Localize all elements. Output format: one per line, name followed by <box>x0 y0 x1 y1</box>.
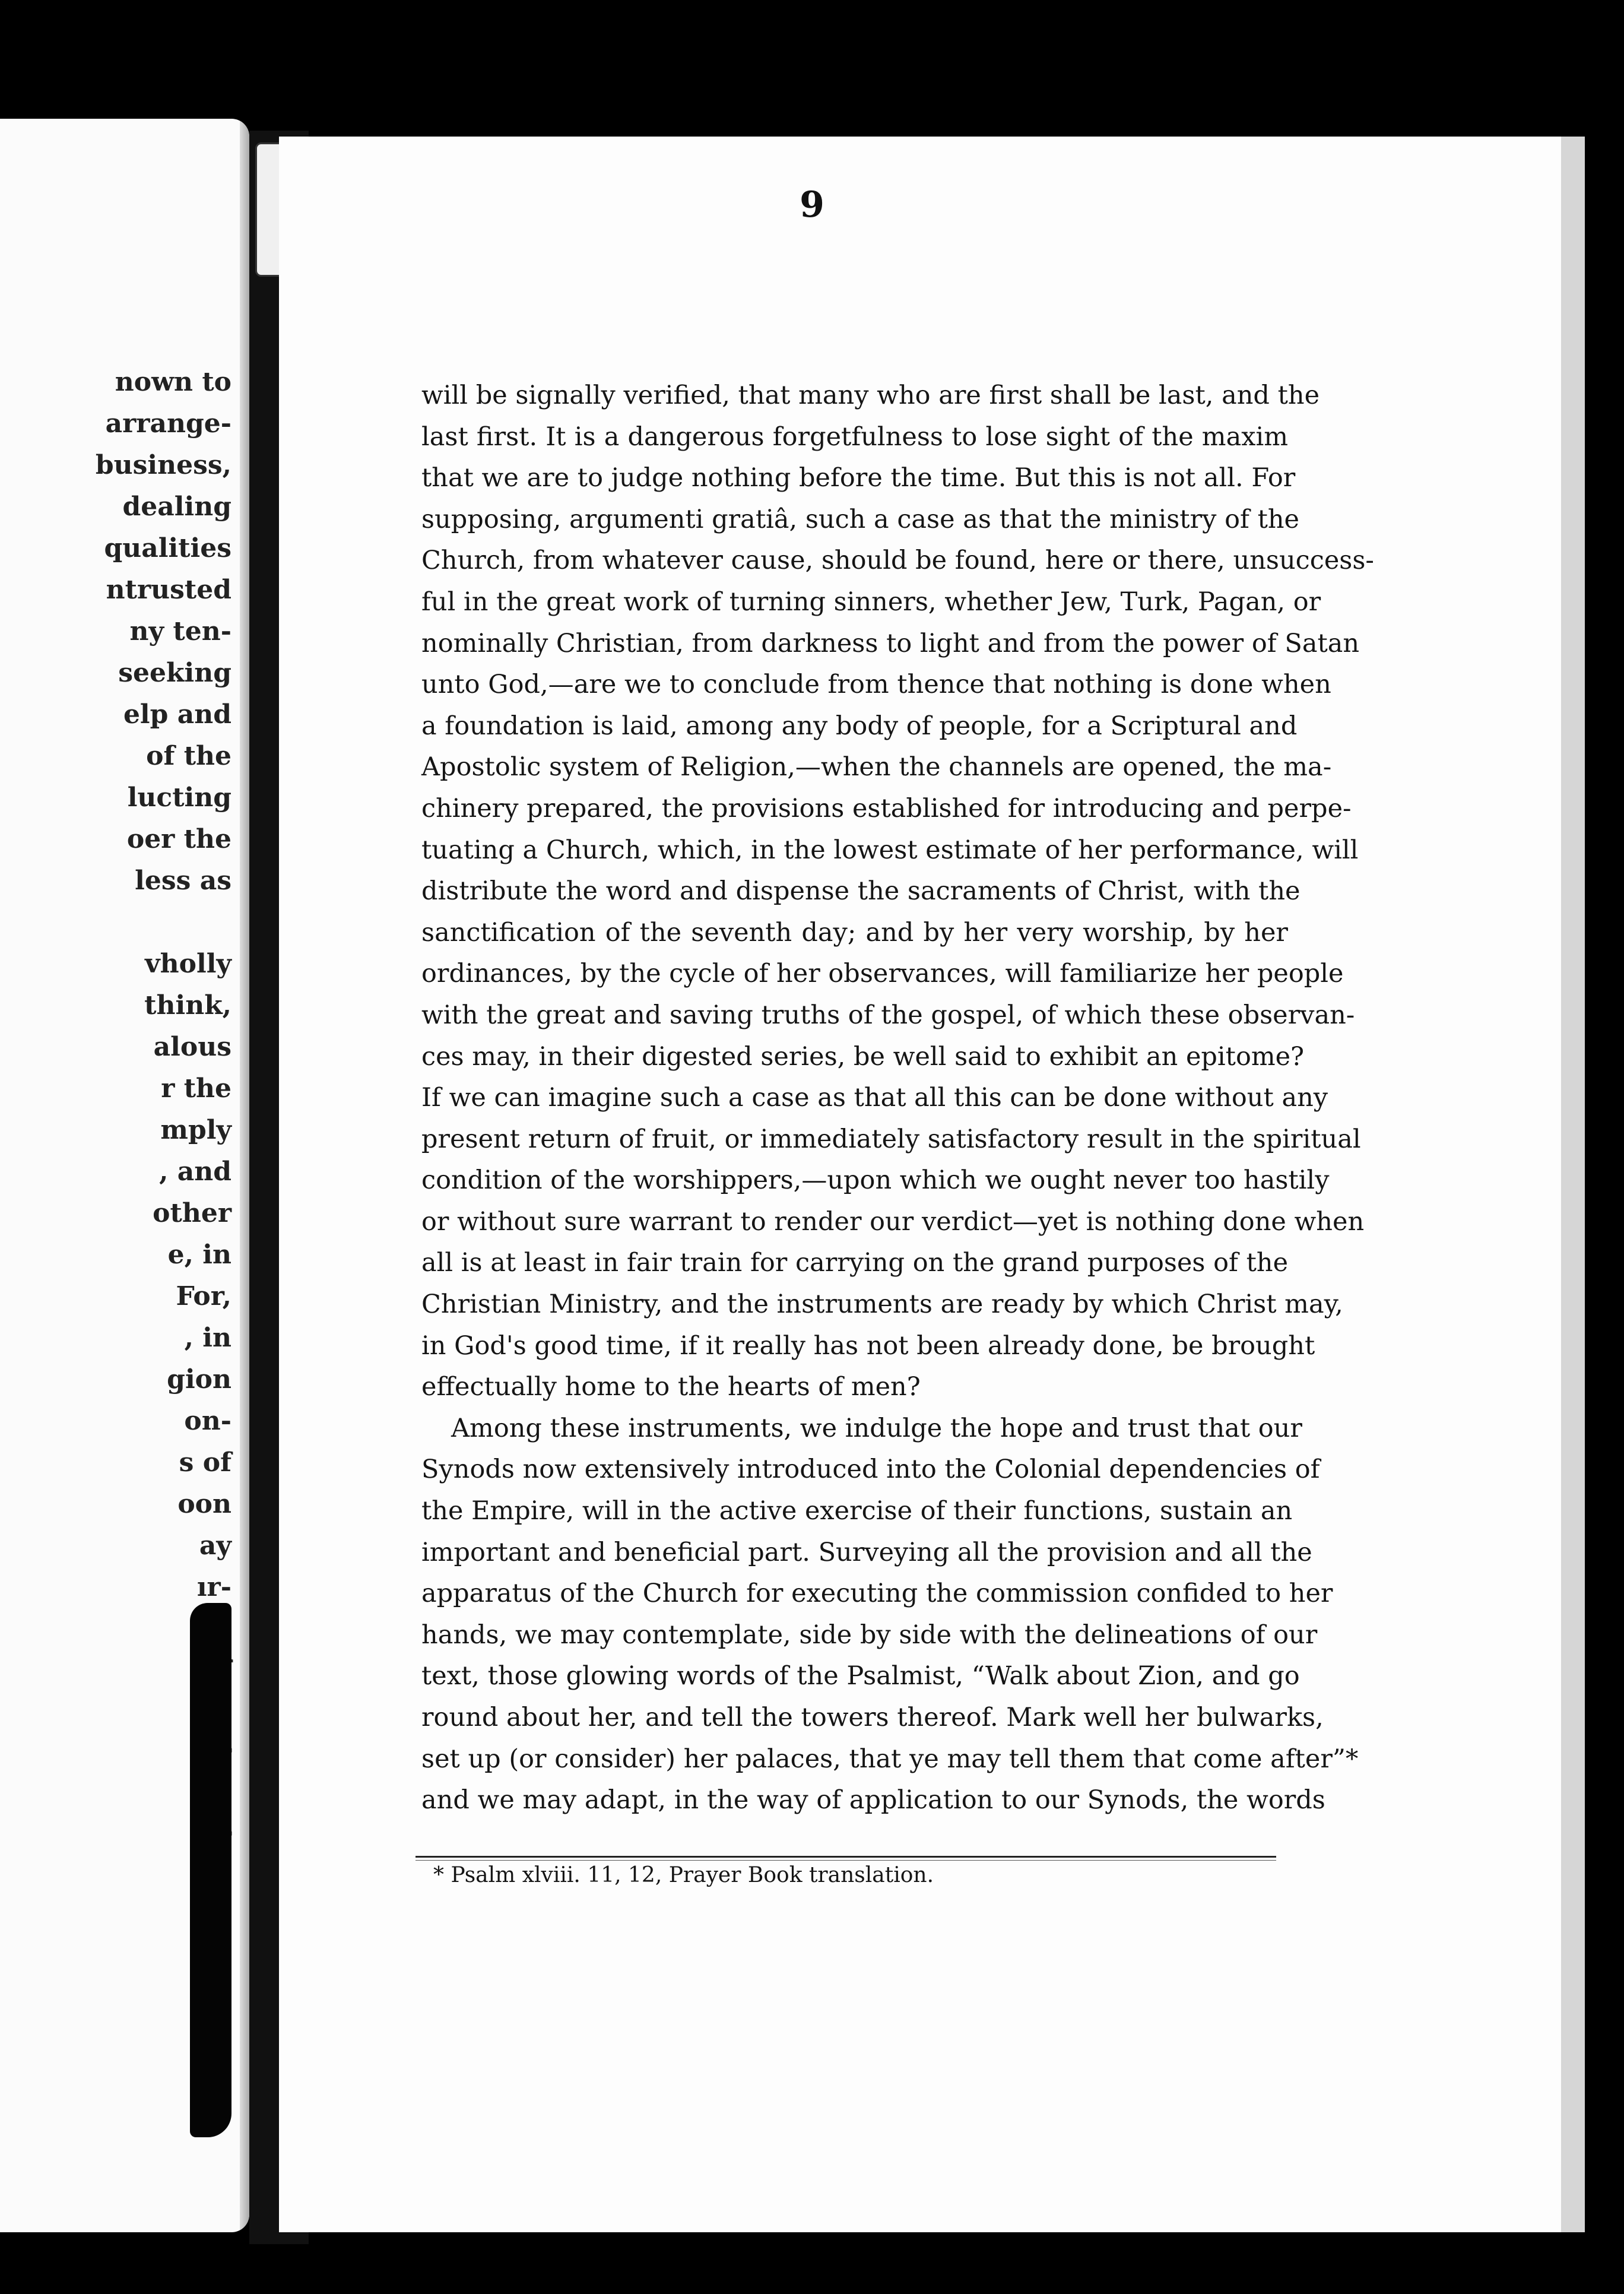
margin-fragment: think, <box>144 990 231 1021</box>
text-line: that we are to judge nothing before the time. But this is not all. For <box>421 463 1296 493</box>
margin-fragment: business, <box>95 450 231 480</box>
text-line: ful in the great work of turning sinners, whether Jew, Turk, Pagan, or <box>421 587 1321 617</box>
text-line: present return of fruit, or immediately satisfactory result in the spiritual <box>421 1124 1361 1154</box>
text-line: the Empire, will in the active exercise of their functions, sustain an <box>421 1496 1293 1526</box>
text-line: nominally Christian, from darkness to light and from the power of Satan <box>421 628 1360 658</box>
text-line: ces may, in their digested series, be well said to exhibit an epitome? <box>421 1041 1305 1072</box>
text-line: round about her, and tell the towers thereof. Mark well her bulwarks, <box>421 1703 1324 1732</box>
margin-fragment: arrange- <box>105 408 231 439</box>
margin-fragment: other <box>153 1198 231 1228</box>
text-line: sanctification of the seventh day; and by her very worship, by her <box>421 917 1288 948</box>
binding-stain <box>190 1603 231 2137</box>
text-line: and we may adapt, in the way of application to our Synods, the words <box>421 1785 1325 1815</box>
margin-fragment: r the <box>161 1073 231 1104</box>
text-line: Christian Ministry, and the instruments are ready by which Christ may, <box>421 1289 1343 1320</box>
text-line: with the great and saving truths of the gospel, of which these observan- <box>421 1000 1355 1030</box>
text-line: text, those glowing words of the Psalmist, “Walk about Zion, and go <box>421 1661 1300 1691</box>
text-line: unto God,—are we to conclude from thence that nothing is done when <box>421 670 1331 700</box>
text-line: last first. It is a dangerous forgetfulness to lose sight of the maxim <box>421 422 1288 452</box>
text-line: tuating a Church, which, in the lowest estimate of her performance, will <box>421 835 1359 865</box>
text-line: or without sure warrant to render our verdict—yet is nothing done when <box>421 1206 1365 1237</box>
margin-fragment: of the <box>146 741 231 771</box>
margin-fragment: elp and <box>123 699 231 730</box>
margin-fragment: vholly <box>145 949 231 979</box>
body-text <box>421 375 1374 1821</box>
page-edge-shadow <box>240 119 249 2232</box>
text-line: effectually home to the hearts of men? <box>421 1372 921 1402</box>
margin-fragment: on- <box>184 1406 231 1436</box>
text-line: supposing, argumenti gratiâ, such a case as that the ministry of the <box>421 504 1299 534</box>
text-line: If we can imagine such a case as that all this can be done without any <box>421 1083 1328 1113</box>
margin-fragment: ay <box>199 1531 231 1561</box>
margin-fragment: ır- <box>196 1572 231 1602</box>
margin-fragment: s of <box>179 1447 231 1478</box>
margin-fragment: ntrusted <box>106 575 231 605</box>
text-line: important and beneficial part. Surveying all the provision and all the <box>421 1537 1312 1567</box>
margin-fragment: e, in <box>167 1240 231 1270</box>
text-line: in God's good time, if it really has not been already done, be brought <box>421 1330 1315 1361</box>
margin-fragment: ny ten- <box>129 616 231 647</box>
text-line: Apostolic system of Religion,—when the channels are opened, the ma- <box>421 752 1332 782</box>
text-line: distribute the word and dispense the sacraments of Christ, with the <box>421 876 1301 907</box>
text-line: all is at least in fair train for carrying on the grand purposes of the <box>421 1248 1289 1278</box>
margin-fragment: dealing <box>122 492 231 522</box>
margin-fragment: qualities <box>104 533 231 563</box>
text-line: chinery prepared, the provisions established for introducing and perpe- <box>421 793 1352 823</box>
footnote-divider <box>415 1856 1276 1861</box>
margin-fragment: seeking <box>118 658 231 688</box>
margin-fragment: alous <box>153 1032 231 1062</box>
text-line: a foundation is laid, among any body of people, for a Scriptural and <box>421 711 1298 741</box>
text-line: apparatus of the Church for executing the commission confided to her <box>421 1579 1333 1609</box>
margin-fragment: , in <box>184 1323 231 1353</box>
margin-fragment: oer the <box>126 824 231 854</box>
page-number: 9 <box>800 184 824 226</box>
text-line: set up (or consider) her palaces, that ye may tell them that come after”* <box>421 1744 1359 1774</box>
margin-fragment: lucting <box>127 782 231 813</box>
text-line: Synods now extensively introduced into the Colonial dependencies of <box>421 1455 1320 1485</box>
margin-fragment: , and <box>159 1156 231 1187</box>
footnote: * Psalm xlviii. 11, 12, Prayer Book translation. <box>433 1863 934 1887</box>
text-line: hands, we may contemplate, side by side with the delineations of our <box>421 1620 1318 1650</box>
margin-fragment: oon <box>177 1489 231 1519</box>
margin-fragment: nown to <box>115 367 231 397</box>
margin-fragment: For, <box>176 1281 231 1311</box>
margin-fragment: less as <box>135 866 231 896</box>
text-line: condition of the worshippers,—upon which we ought never too hastily <box>421 1165 1330 1196</box>
text-line: Church, from whatever cause, should be found, here or there, unsuccess- <box>421 546 1374 576</box>
text-line: will be signally verified, that many who are first shall be last, and the <box>421 381 1320 410</box>
margin-fragment: mply <box>160 1115 231 1145</box>
text-line: ordinances, by the cycle of her observances, will familiarize her people <box>421 959 1344 989</box>
text-line: Among these instruments, we indulge the hope and trust that our <box>451 1413 1302 1443</box>
margin-fragment: gion <box>167 1364 231 1395</box>
